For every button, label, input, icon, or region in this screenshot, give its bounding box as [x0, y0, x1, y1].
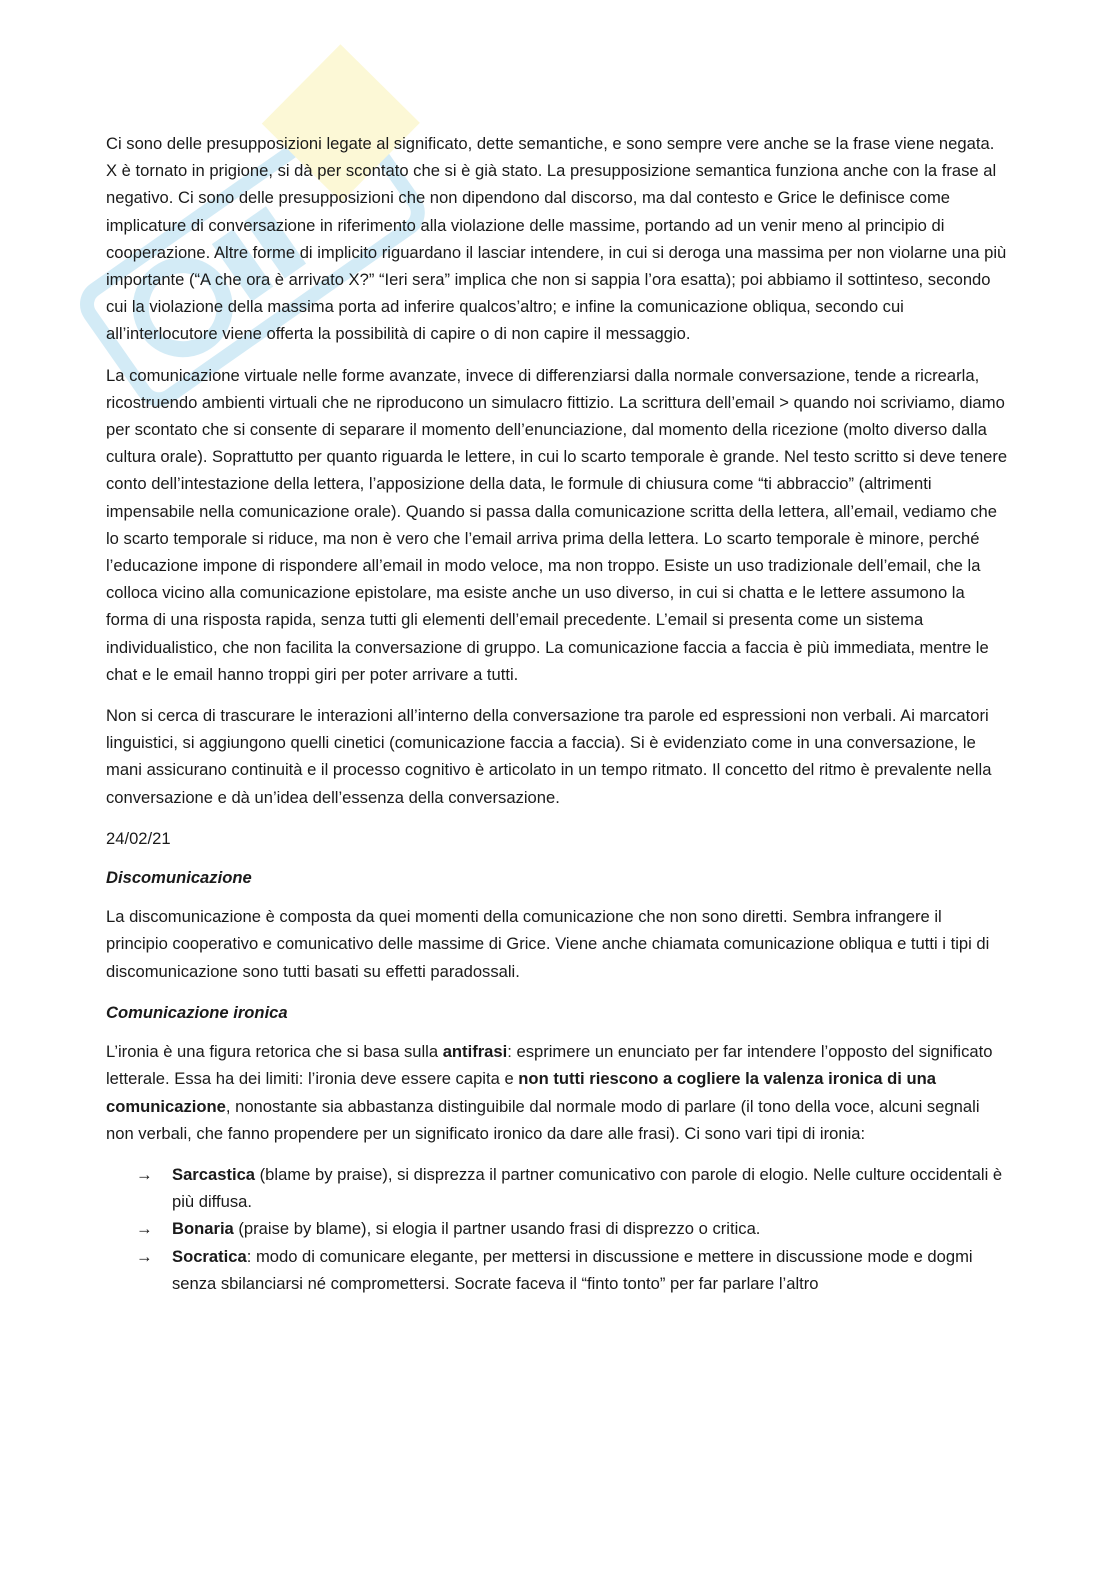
- arrow-right-icon: →: [136, 1219, 153, 1239]
- paragraph-discomunicazione: La discomunicazione è composta da quei momenti della comunicazione che non sono diretti. Sembra infrangere il principio cooperativo e comunicativo delle massime di Grice. Viene anche chiamata comunicazione obliqua e tutti i tipi di discomunicazione sono tutti basati su effetti paradossali.: [106, 907, 990, 981]
- paragraph-comunicazione-virtuale: La comunicazione virtuale nelle forme avanzate, invece di differenziarsi dalla normale conversazione, tende a ricrearla, ricostruendo ambienti virtuali che ne riproducono un simulacro fittizio. La scrittura dell’email > quando noi scriviamo, diamo per scontato che si consente di separare il momento dell’enunciazione, dal momento della ricezione (molto diverso dalla cultura orale). Soprattutto per quanto riguarda le lettere, in cui lo scarto temporale è grande. Nel testo scritto si deve tenere conto dell’intestazione della lettera, l’apposizione della data, le formule di chiusura come “ti abbraccio” (altrimenti impensabile nella comunicazione orale). Quando si passa dalla comunicazione scritta della lettera, all’email, vediamo che lo scarto temporale si riduce, ma non è vero che l’email arriva prima della lettera. Lo scarto temporale è minore, perché l’educazione impone di rispondere all’email in modo veloce, ma non troppo. Esiste un uso tradizionale dell’email, che la colloca vicino alla comunicazione epistolare, ma esiste anche un uso diverso, in cui si chatta e le lettere assumono la forma di una risposta rapida, senza tutti gli elementi dell’email precedente. L’email si presenta come un sistema individualistico, che non facilita la conversazione di gruppo. La comunicazione faccia a faccia è più immediata, mentre le chat e le email hanno troppi giri per poter arrivare a tutti.: [106, 365, 1008, 684]
- heading-comunicazione-ironica: Comunicazione ironica: [106, 1002, 288, 1022]
- emphasis-valenza-ironica: non tutti riescono a cogliere la valenza ironica di una comunicazione: [106, 1069, 937, 1116]
- term-antifrasi: antifrasi: [442, 1042, 508, 1062]
- irony-types-list: [106, 1161, 1008, 1297]
- list-item-bonaria: → Bonaria (praise by blame), si elogia il partner usando frasi di disprezzo o critica.: [172, 1215, 1008, 1242]
- term-sarcastica: Sarcastica: [172, 1164, 256, 1184]
- paragraph-ironia: L’ironia è una figura retorica che si basa sulla antifrasi: esprimere un enunciato per far intendere l’opposto del significato letterale. Essa ha dei limiti: l’ironia deve essere capita e non tutti riescono a cogliere la valenza ironica di una comunicazione, nonostante sia abbastanza distinguibile dal normale modo di parlare (il tono della voce, alcuni segnali non verbali, che fanno propendere per un significato ironico da dare alle frasi). Ci sono vari tipi di ironia:: [106, 1042, 993, 1143]
- list-item-sarcastica: → Sarcastica (blame by praise), si disprezza il partner comunicativo con parole di elogio. Nelle culture occidentali è più diffusa.: [172, 1161, 1008, 1215]
- term-bonaria: Bonaria: [172, 1219, 234, 1239]
- arrow-right-icon: →: [136, 1164, 153, 1184]
- arrow-right-icon: →: [136, 1246, 153, 1266]
- paragraph-interazioni: Non si cerca di trascurare le interazioni all’interno della conversazione tra parole ed espressioni non verbali. Ai marcatori linguistici, si aggiungono quelli cinetici (comunicazione faccia a faccia). Si è evidenziato come in una conversazione, le mani assicurano continuità e il processo cognitivo è articolato in un tempo ritmato. Il concetto del ritmo è prevalente nella conversazione e dà un’idea dell’essenza della conversazione.: [106, 706, 992, 807]
- lesson-date: 24/02/21: [106, 828, 171, 848]
- document-body: [106, 130, 1008, 1297]
- heading-discomunicazione: Discomunicazione: [106, 868, 252, 888]
- paragraph-presupposizioni: Ci sono delle presupposizioni legate al significato, dette semantiche, e sono sempre vere anche se la frase viene negata. X è tornato in prigione, si dà per scontato che si è già stato. La presupposizione semantica funziona anche con la frase al negativo. Ci sono delle presupposizioni che non dipendono dal discorso, ma dal contesto e Grice le definisce come implicature di conversazione in riferimento alla violazione delle massime, portando ad un venir meno al principio di cooperazione. Altre forme di implicito riguardano il lasciar intendere, in cui si deroga una massima per non violarne una più importante (“A che ora è arrivato X?” “Ieri sera” implica che non si sappia l’ora esatta); poi abbiamo il sottinteso, secondo cui la violazione della massima porta ad inferire qualcos’altro; e infine la comunicazione obliqua, secondo cui all’interlocutore viene offerta la possibilità di capire o di non capire il messaggio.: [106, 134, 1007, 344]
- term-socratica: Socratica: [172, 1246, 247, 1266]
- list-item-socratica: → Socratica: modo di comunicare elegante, per mettersi in discussione e mettere in discussione mode e dogmi senza sbilanciarsi né compromettersi. Socrate faceva il “finto tonto” per far parlare l’altro: [172, 1243, 1008, 1297]
